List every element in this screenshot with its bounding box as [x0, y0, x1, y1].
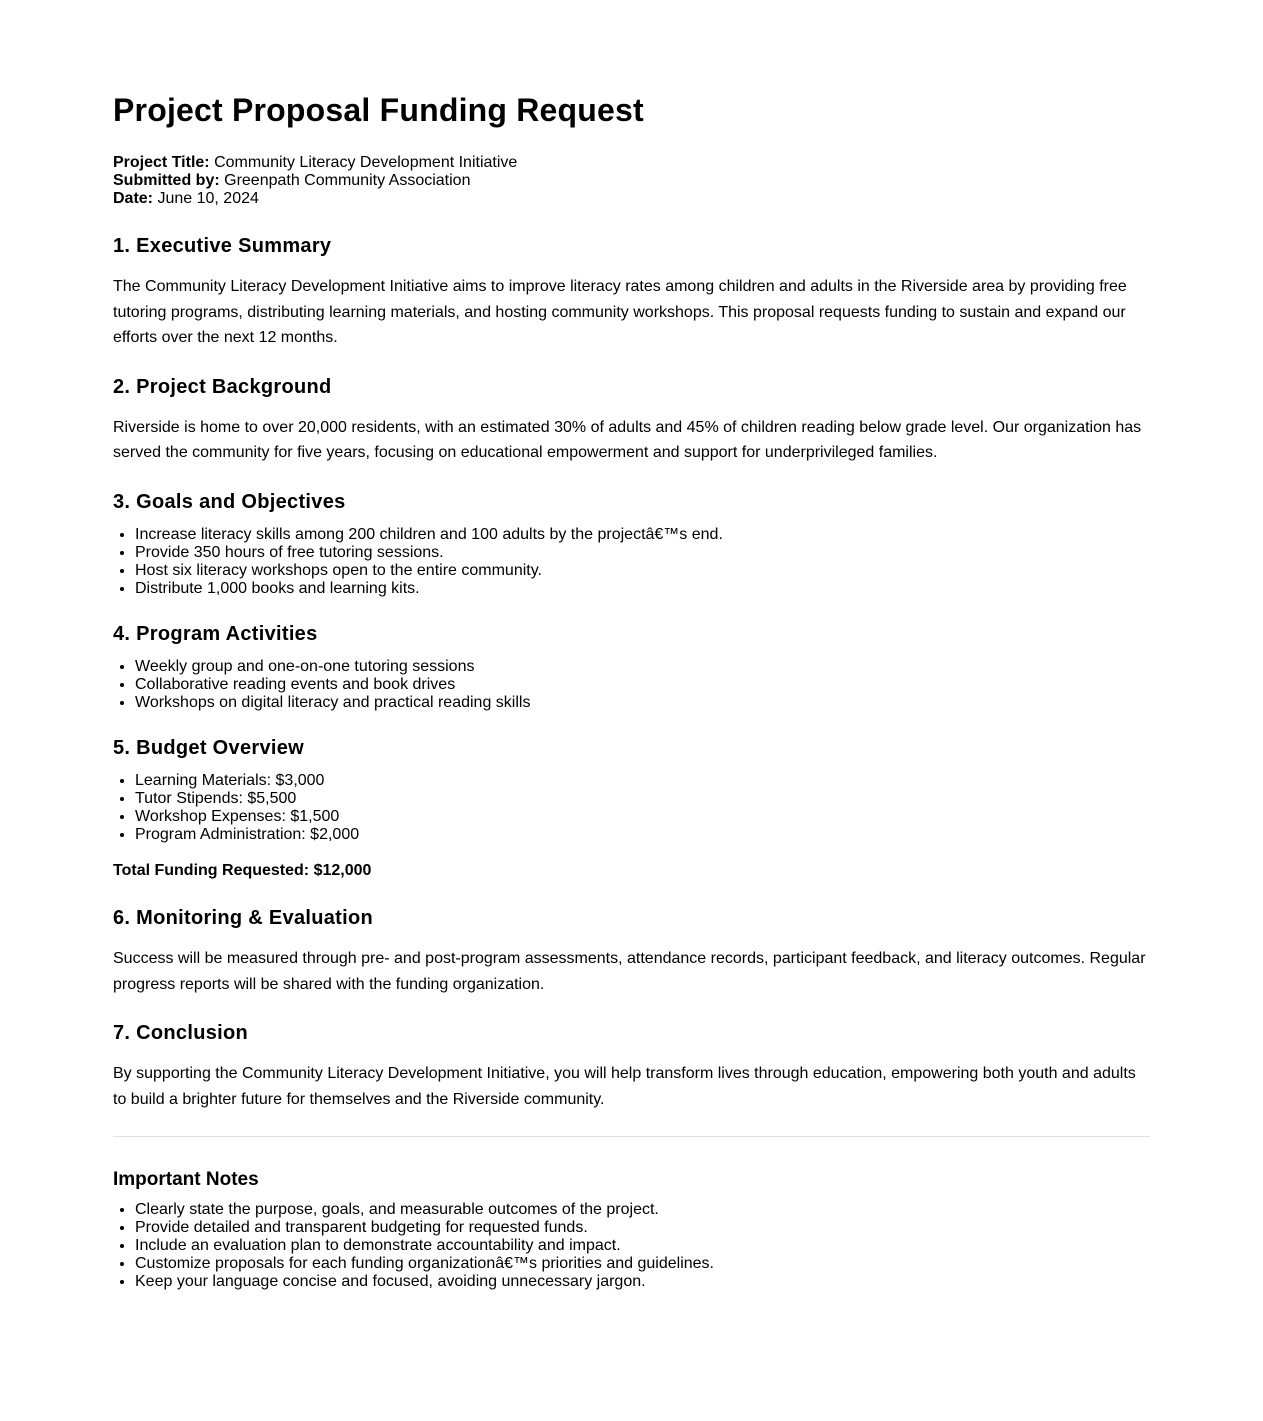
total-funding: Total Funding Requested: $12,000 [113, 861, 372, 879]
notes-container [113, 1201, 1150, 1291]
date-row [113, 190, 1150, 208]
list-item: • Host six literacy workshops open to the entire community. [135, 562, 1150, 580]
list-item: • Learning Materials: $3,000 [135, 772, 1150, 790]
list-item: • Increase literacy skills among 200 children and 100 adults by the projectâ€™s end. [135, 526, 1150, 544]
section-heading-monitoring: 6. Monitoring & Evaluation [113, 906, 374, 929]
list-item: • Customize proposals for each funding organizationâ€™s priorities and guidelines. [135, 1255, 1150, 1273]
submitted-by-value: Greenpath Community Association [219, 172, 471, 189]
document-page [113, 0, 1150, 1291]
list-item: • Clearly state the purpose, goals, and measurable outcomes of the project. [135, 1201, 1150, 1219]
section-heading-executive-summary: 1. Executive Summary [113, 235, 332, 257]
notes-heading: Important Notes [113, 1169, 259, 1191]
section-heading-conclusion: 7. Conclusion [113, 1022, 249, 1045]
notes-list [113, 1201, 1150, 1291]
list-item: • Workshop Expenses: $1,500 [135, 808, 1150, 826]
page-title: Project Proposal Funding Request [113, 92, 644, 128]
proposal-meta [113, 154, 1150, 208]
list-item: • Tutor Stipends: $5,500 [135, 790, 1150, 808]
submitted-by-label: Submitted by: [113, 172, 220, 189]
list-item: • Program Administration: $2,000 [135, 826, 1150, 844]
submitted-by-row [113, 172, 1150, 190]
project-title-row [113, 154, 1150, 172]
monitoring-text: Success will be measured through pre- and post-program assessments, attendance records, participant feedback, and literacy outcomes. Regular progress reports will be shared with the funding organization. [113, 949, 1146, 993]
section-heading-activities: 4. Program Activities [113, 622, 318, 645]
list-item: • Collaborative reading events and book drives [135, 676, 1150, 694]
goals-list [113, 526, 1150, 598]
list-item: • Distribute 1,000 books and learning kits. [135, 580, 1150, 598]
list-item: • Provide detailed and transparent budgeting for requested funds. [135, 1219, 1150, 1237]
divider [113, 1136, 1150, 1137]
list-item: • Include an evaluation plan to demonstrate accountability and impact. [135, 1237, 1150, 1255]
activities-list [113, 658, 1150, 712]
executive-summary-text: The Community Literacy Development Initiative aims to improve literacy rates among children and adults in the Riverside area by providing free tutoring programs, distributing learning materials, and hosting community workshops. This proposal requests funding to sustain and expand our efforts over the next 12 months. [113, 278, 1127, 347]
project-title-label: Project Title: [113, 154, 210, 171]
list-item: • Weekly group and one-on-one tutoring sessions [135, 658, 1150, 676]
date-value: June 10, 2024 [153, 190, 259, 207]
list-item: • Keep your language concise and focused, avoiding unnecessary jargon. [135, 1273, 1150, 1291]
section-heading-goals: 3. Goals and Objectives [113, 490, 346, 513]
date-label: Date: [113, 190, 154, 207]
conclusion-text: By supporting the Community Literacy Development Initiative, you will help transform lives through education, empowering both youth and adults to build a brighter future for themselves and the Riverside community. [113, 1065, 1136, 1108]
project-title-value: Community Literacy Development Initiative [209, 154, 518, 171]
background-text: Riverside is home to over 20,000 residents, with an estimated 30% of adults and 45% of children reading below grade level. Our organization has served the community for five years, focusing on educational empowerment and support for underprivileged families. [113, 418, 1142, 462]
section-heading-background: 2. Project Background [113, 375, 332, 398]
budget-list [113, 772, 1150, 844]
list-item: • Provide 350 hours of free tutoring sessions. [135, 544, 1150, 562]
list-item: • Workshops on digital literacy and practical reading skills [135, 694, 1150, 712]
section-heading-budget: 5. Budget Overview [113, 736, 305, 759]
